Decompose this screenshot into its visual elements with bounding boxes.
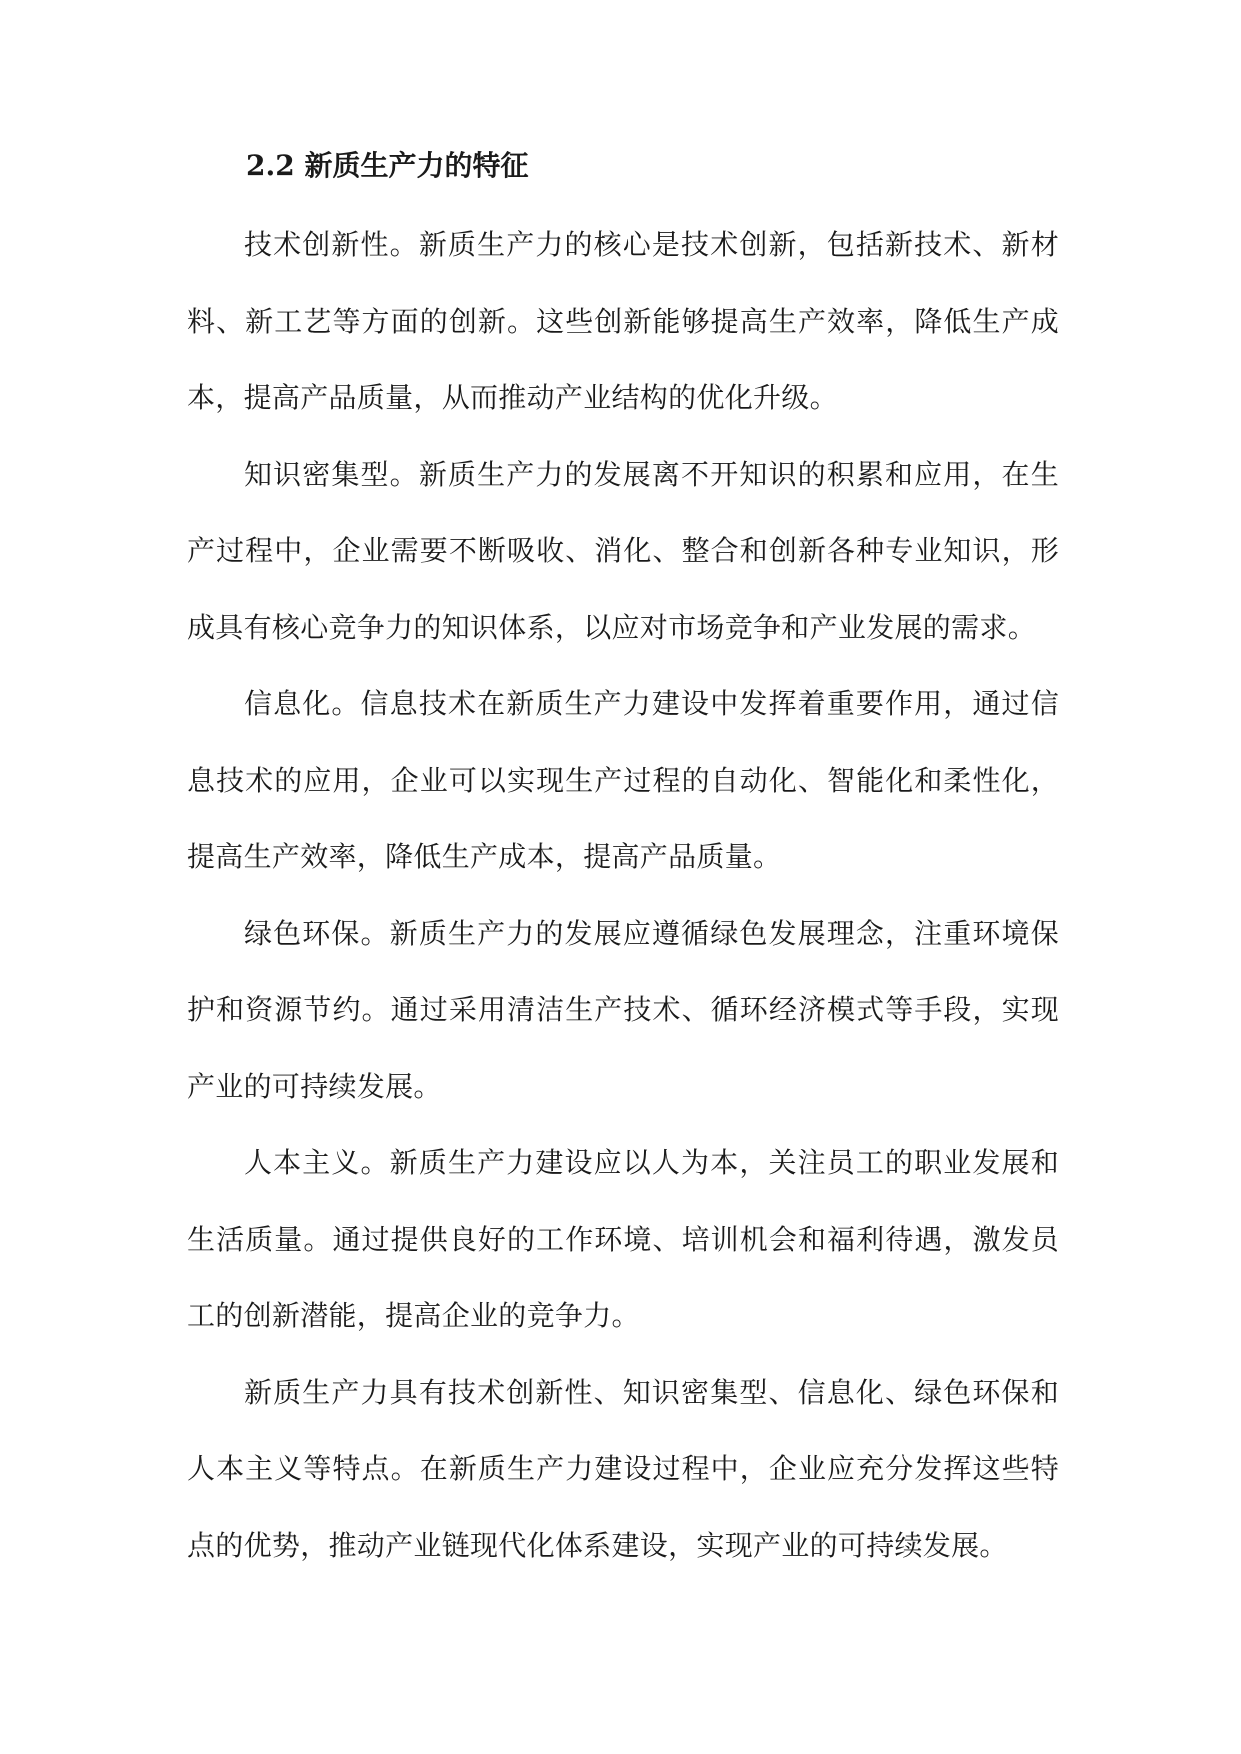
paragraph-green: 绿色环保。新质生产力的发展应遵循绿色发展理念，注重环境保护和资源节约。通过采用清洁生产技术、循环经济模式等手段，实现产业的可持续发展。 xyxy=(187,916,1059,1103)
section-heading: 2.2 新质生产力的特征 xyxy=(246,149,529,182)
paragraph-summary: 新质生产力具有技术创新性、知识密集型、信息化、绿色环保和人本主义等特点。在新质生产力建设过程中，企业应充分发挥这些特点的优势，推动产业链现代化体系建设，实现产业的可持续发展。 xyxy=(187,1375,1059,1562)
paragraph-knowledge-intensive: 知识密集型。新质生产力的发展离不开知识的积累和应用，在生产过程中，企业需要不断吸收、消化、整合和创新各种专业知识，形成具有核心竞争力的知识体系，以应对市场竞争和产业发展的需求。 xyxy=(187,457,1059,644)
paragraph-informatization: 信息化。信息技术在新质生产力建设中发挥着重要作用，通过信息技术的应用，企业可以实现生产过程的自动化、智能化和柔性化，提高生产效率，降低生产成本，提高产品质量。 xyxy=(187,687,1059,873)
section-body xyxy=(187,207,1059,1584)
paragraph-humanism: 人本主义。新质生产力建设应以人为本，关注员工的职业发展和生活质量。通过提供良好的工作环境、培训机会和福利待遇，激发员工的创新潜能，提高企业的竞争力。 xyxy=(187,1146,1059,1332)
paragraph-tech-innovation: 技术创新性。新质生产力的核心是技术创新，包括新技术、新材料、新工艺等方面的创新。这些创新能够提高生产效率，降低生产成本，提高产品质量，从而推动产业结构的优化升级。 xyxy=(187,228,1059,414)
